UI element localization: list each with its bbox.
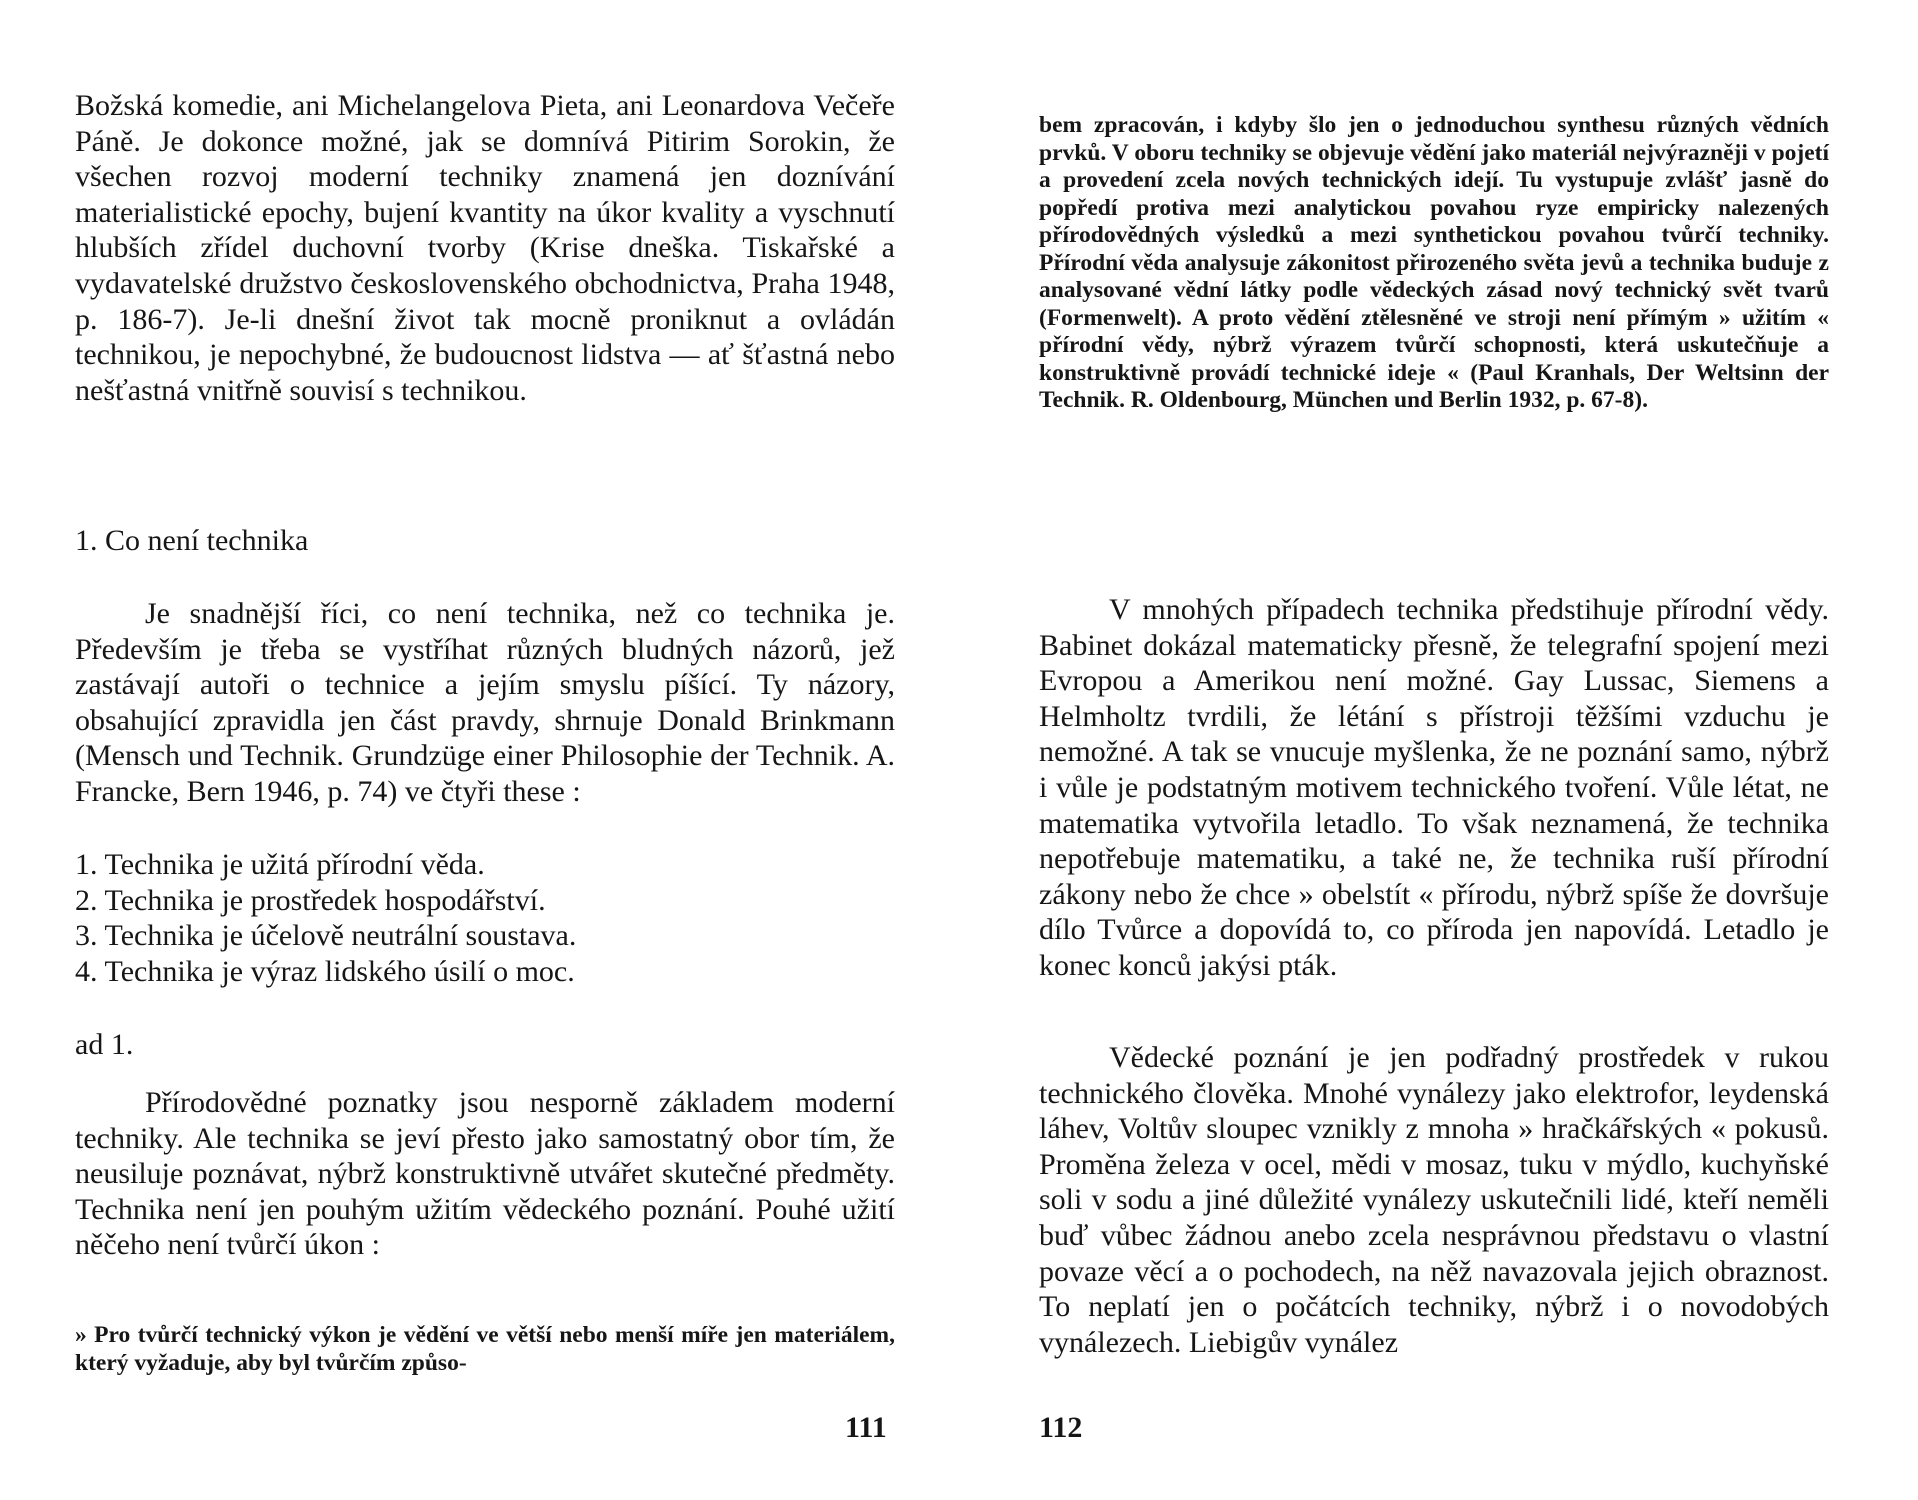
paragraph-2 — [1039, 1040, 1829, 1360]
paragraph-1-text: V mnohých případech technika předstihuje přírodní vědy. Babinet dokázal matematicky přesně, že telegrafní spojení mezi Evropou a Amerikou není možné. Gay Lussac, Siemens a Helmholtz tvrdili, že létání s přístroji těžšími vzduchu je nemožné. A tak se vnucuje myšlenka, že ne poznání samo, nýbrž i vůle je podstatným motivem technického tvoření. Vůle létat, ne matematika vytvořila letadlo. To však neznamená, že technika nepotřebuje matematiku, a také ne, že technika ruší přírodní zákony nebo že chce » obelstít « přírodu, nýbrž spíše že dovršuje dílo Tvůrce a dopovídá to, co příroda jen napovídá. Letadlo je konec konců jakýsi pták. — [1039, 593, 1829, 982]
thesis-item: 2. Technika je prostředek hospodářství. — [75, 883, 546, 917]
thesis-item: 3. Technika je účelově neutrální soustava. — [75, 919, 577, 952]
quote-start — [75, 1322, 895, 1377]
thesis-item: 4. Technika je výraz lidského úsilí o moc. — [75, 954, 575, 988]
paragraph-1 — [1039, 592, 1829, 984]
theses-list — [75, 847, 576, 989]
opening-paragraph — [75, 88, 895, 408]
ad-paragraph — [75, 1085, 895, 1263]
ad-heading: ad 1. — [75, 1028, 134, 1061]
intro-paragraph — [75, 596, 895, 810]
right-page — [959, 0, 1918, 1500]
thesis-item: 1. Technika je užitá přírodní věda. — [75, 848, 485, 881]
opening-paragraph-text: Božská komedie, ani Michelangelova Pieta, ani Leonardova Večeře Páně. Je dokonce možné, jak se domnívá Pitirim Sorokin, že všechen rozvoj moderní techniky znamená jen doznívání materialistické epochy, bujení kvantity na úkor kvality a vyschnutí hlubších zřídel duchovní tvorby (Krise dneška. Tiskařské a vydavatelské družstvo československého obchodnictva, Praha 1948, p. 186-7). Je-li dnešní život tak mocně proniknut a ovládán technikou, je nepochybné, že budoucnost lidstva — ať šťastná nebo nešťastná vnitřně souvisí s technikou. — [75, 89, 895, 407]
quote-continuation-text: bem zpracován, i kdyby šlo jen o jednoduchou synthesu různých vědních prvků. V oboru techniky se objevuje vědění jako materiál nejvýrazněji v pojetí a provedení zcela nových technických idejí. Tu vystupuje zvlášť jasně do popředí protiva mezi analytickou povahou ryze empiricky nalezených přírodovědných výsledků a mezi synthetickou povahou tvůrčí techniky. Přírodní věda analysuje zákonitost přirozeného světa jevů a technika buduje z analysované vědní látky podle vědeckých zásad nový technický svět tvarů (Formenwelt). A proto vědění ztělesněné ve stroji není přímým » užitím « přírodní vědy, nýbrž výrazem tvůrčí schopnosti, která uskutečňuje a konstruktivně provádí technické ideje « (Paul Kranhals, Der Weltsinn der Technik. R. Oldenbourg, München und Berlin 1932, p. 67-8). — [1039, 112, 1829, 413]
page-number-left: 111 — [845, 1411, 887, 1444]
ad-paragraph-text: Přírodovědné poznatky jsou nesporně základem moderní techniky. Ale technika se jeví přesto jako samostatný obor tím, že neusiluje poznávat, nýbrž konstruktivně utvářet skutečné předměty. Technika není jen pouhým užitím vědeckého poznání. Pouhé užití něčeho není tvůrčí úkon : — [75, 1086, 895, 1262]
quote-start-text: » Pro tvůrčí technický výkon je vědění ve větší nebo menší míře jen materiálem, který vyžaduje, aby byl tvůrčím způso- — [75, 1322, 895, 1376]
page-number-right: 112 — [1039, 1411, 1083, 1444]
paragraph-2-text: Vědecké poznání je jen podřadný prostředek v rukou technického člověka. Mnohé vynálezy jako elektrofor, leydenská láhev, Voltův sloupec vznikly z mnoha » hračkářských « pokusů. Proměna železa v ocel, mědi v mosaz, tuku v mýdlo, kuchyňské soli v sodu a jiné důležité vynálezy uskutečnili lidé, kteří neměli buď vůbec žádnou anebo zcela nesprávnou představu o vlastní povaze věcí a o pochodech, na něž navazovala jejich obraznost. To neplatí jen o počátcích techniky, nýbrž i o novodobých vynálezech. Liebigův vynález — [1039, 1041, 1829, 1359]
intro-paragraph-text: Je snadnější říci, co není technika, než co technika je. Především je třeba se vystříhat různých bludných názorů, jež zastávají autoři o technice a jejím smyslu píšící. Ty názory, obsahující zpravidla jen část pravdy, shrnuje Donald Brinkmann (Mensch und Technik. Grundzüge einer Philosophie der Technik. A. Francke, Bern 1946, p. 74) ve čtyři these : — [75, 597, 895, 808]
quote-continuation — [1039, 112, 1829, 415]
section-heading: 1. Co není technika — [75, 524, 309, 557]
